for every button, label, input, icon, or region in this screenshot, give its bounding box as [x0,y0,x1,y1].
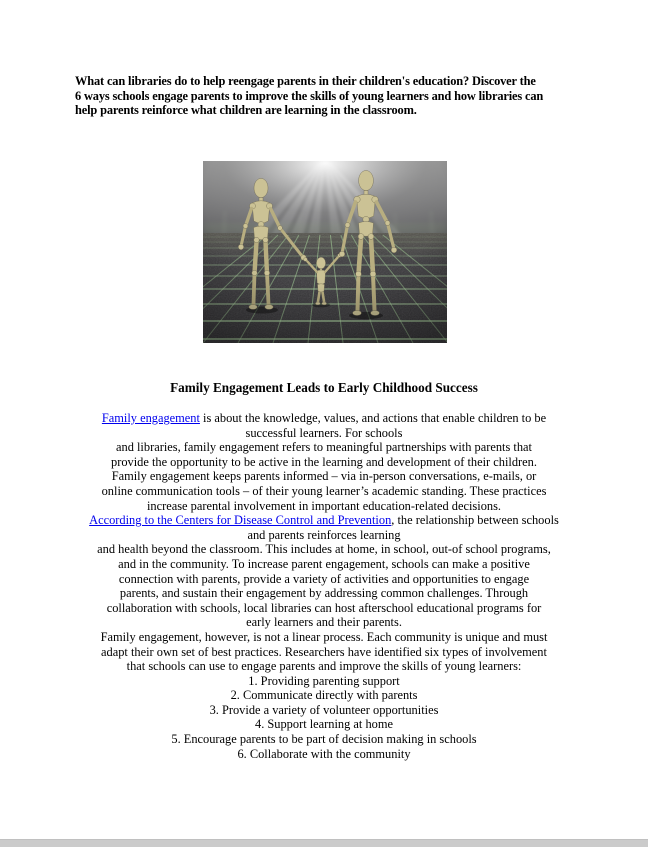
body-line [40,645,608,660]
body-line [40,732,608,747]
body-line [40,469,608,484]
text-run: 3. Provide a variety of volunteer opportunities [209,702,439,717]
text-run: 2. Communicate directly with parents [230,688,418,703]
text-run: and parents reinforces learning [247,527,401,542]
text-run: provide the opportunity to be active in the learning and development of their children. [111,454,537,469]
body-line [40,513,608,528]
body-line [40,674,608,689]
body-line [40,586,608,601]
text-run: successful learners. For schools [245,425,403,440]
body-line [40,717,608,732]
body-line [40,426,608,441]
text-run: that schools can use to engage parents and improve the skills of young learners: [126,659,522,674]
text-run: and health beyond the classroom. This includes at home, in school, out-of school programs, [97,542,551,557]
body-line [40,440,608,455]
text-run: 6. Collaborate with the community [237,746,411,761]
body-line [40,615,608,630]
body-line [40,630,608,645]
body-line [40,484,608,499]
body-line [40,572,608,587]
body-line [40,411,608,426]
body-line [40,455,608,470]
text-run: and libraries, family engagement refers to meaningful partnerships with parents that [116,440,532,455]
text-run: connection with parents, provide a variety of activities and opportunities to engage [118,571,530,586]
text-run: 1. Providing parenting support [248,673,400,688]
text-run: Family engagement, however, is not a linear process. Each community is unique and must [100,629,548,644]
text-run: early learners and their parents. [246,615,402,630]
text-run: adapt their own set of best practices. Researchers have identified six types of involvement [101,644,547,659]
intro-line: What can libraries do to help reengage parents in their children's education? Discover the [75,74,536,88]
body-line [40,688,608,703]
text-run: 4. Support learning at home [255,717,393,732]
text-run: is about the knowledge, values, and actions that enable children to be [199,411,547,425]
family-mannequins-image [203,161,447,343]
body-line [40,703,608,718]
intro-line: 6 ways schools engage parents to improve the skills of young learners and how libraries can [75,88,544,103]
article-title: Family Engagement Leads to Early Childhood Success [170,380,478,395]
text-run: increase parental involvement in important education-related decisions. [146,498,502,513]
text-run: Family engagement keeps parents informed – via in-person conversations, e-mails, or [111,469,537,484]
family-engagement-link[interactable]: Family engagement [101,411,200,425]
intro-paragraph [75,74,595,118]
cdc-link[interactable]: According to the Centers for Disease Control and Prevention [89,513,392,528]
body-text-block [40,411,608,761]
text-run: , the relationship between schools [391,513,559,528]
body-line [40,542,608,557]
text-run: 5. Encourage parents to be part of decision making in schools [171,732,477,747]
body-line [40,499,608,514]
page-bottom-edge [0,839,648,847]
body-line [40,557,608,572]
text-run: and in the community. To increase parent engagement, schools can make a positive [118,556,530,571]
text-run: parents, and sustain their engagement by addressing common challenges. Through [119,586,529,601]
body-line [40,601,608,616]
text-run: collaboration with schools, local libraries can host afterschool educational programs for [106,600,542,615]
text-run: online communication tools – of their young learner’s academic standing. These practices [101,483,547,498]
body-line [40,747,608,762]
mannequin-family-illustration [203,161,447,343]
body-line [40,659,608,674]
body-line [40,528,608,543]
intro-line: help parents reinforce what children are learning in the classroom. [75,103,417,118]
